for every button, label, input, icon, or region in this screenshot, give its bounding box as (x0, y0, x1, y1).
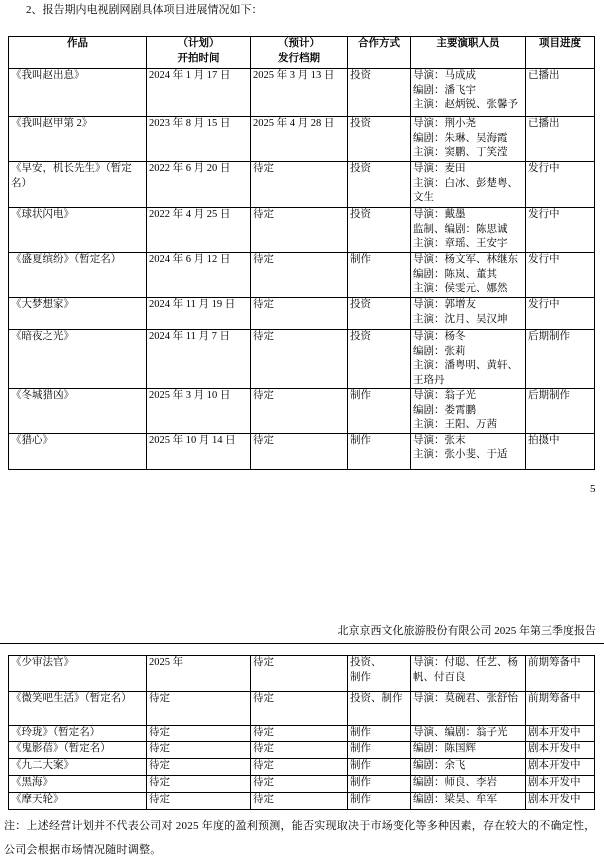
header-crew-line: 主要演职人员 (436, 38, 500, 49)
start-date-cell (147, 162, 251, 208)
project-title-cell (9, 69, 147, 117)
cooperation-mode: 投资 (350, 70, 371, 81)
start-date-cell (147, 298, 251, 330)
start-date-cell (147, 692, 251, 726)
crew-member-line: 导演：翁子光 (413, 390, 476, 401)
header-status-line: 项目进度 (539, 38, 581, 49)
cooperation-mode: 制作 (350, 777, 371, 788)
crew-member-line: 编剧：朱琳、吴海霞 (413, 132, 508, 144)
section-intro: 2、报告期内电视剧网剧具体项目进展情况如下： (26, 4, 263, 16)
start-date-cell (147, 726, 251, 742)
table-row (9, 793, 595, 810)
table-row (9, 433, 595, 469)
project-title: 《球状闪电》 (11, 209, 74, 220)
project-title-cell (9, 726, 147, 742)
release-date: 2025 年 4 月 28 日 (253, 118, 335, 129)
start-date: 2025 年 10 月 14 日 (149, 434, 236, 446)
crew-member-line: 主演：窦鹏、丁笑滢 (413, 147, 508, 158)
table-row (9, 656, 595, 692)
project-title: 《冬城猎凶》 (11, 390, 74, 401)
crew-member-line: 编剧：余飞 (413, 760, 466, 771)
crew-member-line: 导演：戴墨 (413, 209, 466, 220)
crew-member-line: 导演：张末 (413, 434, 466, 446)
crew-member-line: 监制、编剧：陈思诚 (413, 223, 508, 235)
crew-member-line: 主演：侯雯元、娜然 (413, 283, 508, 294)
project-status-cell (526, 656, 595, 692)
crew-member-line: 导演：郭增友 (413, 299, 476, 310)
project-title: 《少审法官》 (11, 657, 74, 668)
start-date-cell (147, 389, 251, 434)
start-date: 待定 (149, 743, 170, 754)
table-row (9, 162, 595, 208)
project-status: 拍摄中 (528, 434, 560, 446)
release-date-cell (251, 389, 348, 434)
header-release-date-line: （预计） (278, 38, 320, 49)
release-date: 待定 (253, 299, 274, 310)
start-date: 2024 年 11 月 19 日 (149, 299, 236, 310)
cooperation-mode-cell (348, 69, 411, 117)
project-status-cell (526, 117, 595, 162)
crew-member-line: 主演：白冰、彭楚粤、文生 (413, 177, 518, 203)
release-date-cell (251, 433, 348, 469)
project-title-cell (9, 793, 147, 810)
table-row (9, 692, 595, 726)
start-date-cell (147, 330, 251, 389)
crew-member-line: 导演：莫碗君、张舒怡 (413, 693, 518, 704)
running-header: 北京京西文化旅游股份有限公司 2025 年第三季度报告 (337, 625, 596, 637)
crew-member-line: 导演：马成成 (413, 70, 476, 81)
crew-member-line: 主演：张小斐、于适 (413, 449, 508, 460)
crew-member-cell (411, 117, 526, 162)
project-status-cell (526, 253, 595, 298)
cooperation-mode-cell (348, 692, 411, 726)
table-row (9, 208, 595, 253)
table-row (9, 726, 595, 742)
release-date-cell (251, 298, 348, 330)
start-date: 2022 年 4 月 25 日 (149, 209, 231, 220)
project-status-cell (526, 793, 595, 810)
start-date: 待定 (149, 727, 170, 738)
project-status: 后期制作 (528, 331, 570, 342)
table-row (9, 253, 595, 298)
crew-member-line: 导演、编剧：翁子光 (413, 727, 508, 738)
start-date-cell (147, 776, 251, 793)
release-date-cell (251, 742, 348, 759)
release-date-cell (251, 162, 348, 208)
start-date: 2024 年 11 月 7 日 (149, 331, 230, 342)
project-title-cell (9, 253, 147, 298)
crew-member-cell (411, 433, 526, 469)
start-date-cell (147, 208, 251, 253)
start-date: 待定 (149, 794, 170, 805)
project-title-cell (9, 692, 147, 726)
release-date: 待定 (253, 727, 274, 738)
project-status: 剧本开发中 (528, 777, 581, 788)
release-date-cell (251, 726, 348, 742)
crew-member-line: 编剧：潘飞宇 (413, 84, 476, 96)
project-status: 已播出 (528, 118, 560, 129)
project-status: 前期筹备中 (528, 693, 581, 704)
project-status-cell (526, 69, 595, 117)
crew-member-cell (411, 726, 526, 742)
crew-member-cell (411, 162, 526, 208)
project-title-cell (9, 208, 147, 253)
header-rule (0, 643, 604, 644)
project-status: 已播出 (528, 70, 560, 81)
cooperation-mode: 制作 (350, 390, 371, 401)
project-status-cell (526, 162, 595, 208)
start-date: 待定 (149, 760, 170, 771)
cooperation-mode: 投资 (350, 118, 371, 129)
table-body (9, 69, 595, 470)
project-title: 《玲珑》（暂定名） (11, 727, 101, 738)
cooperation-mode-cell (348, 208, 411, 253)
crew-member-line: 编剧：娄霄鹏 (413, 404, 476, 416)
release-date: 待定 (253, 760, 274, 771)
project-title: 《微笑吧生活》（暂定名） (11, 693, 132, 704)
crew-member-cell (411, 389, 526, 434)
project-title-cell (9, 298, 147, 330)
crew-member-cell (411, 793, 526, 810)
release-date: 待定 (253, 331, 274, 342)
crew-member-cell (411, 692, 526, 726)
project-status-cell (526, 208, 595, 253)
header-start-date-line: 开拍时间 (177, 52, 220, 64)
release-date: 待定 (253, 434, 274, 446)
project-status: 剧本开发中 (528, 760, 581, 771)
start-date-cell (147, 759, 251, 776)
start-date-cell (147, 656, 251, 692)
start-date: 2023 年 8 月 15 日 (149, 118, 231, 129)
crew-member-line: 编剧：师良、李岩 (413, 777, 497, 788)
table-row (9, 69, 595, 117)
crew-member-line: 导演：付聪、任艺、杨帆、付百良 (413, 657, 518, 683)
project-title: 《我叫赵甲第 2》 (11, 118, 93, 129)
cooperation-mode: 投资 (350, 209, 371, 220)
project-status-cell (526, 726, 595, 742)
project-status: 剧本开发中 (528, 794, 581, 805)
release-date: 待定 (253, 254, 274, 265)
crew-member-cell (411, 208, 526, 253)
crew-member-line: 编剧：陈岚、董其 (413, 268, 497, 280)
project-title: 《盛夏缤纷》（暂定名） (11, 254, 122, 265)
cooperation-mode-cell (348, 253, 411, 298)
release-date-cell (251, 656, 348, 692)
project-status-cell (526, 759, 595, 776)
project-title-cell (9, 776, 147, 793)
header-title-line: 作品 (67, 38, 88, 49)
project-title: 《大梦想家》 (11, 299, 74, 310)
project-status-cell (526, 742, 595, 759)
table-row (9, 298, 595, 330)
cooperation-mode: 投资 (350, 331, 371, 342)
release-date-cell (251, 692, 348, 726)
cooperation-mode: 投资 (350, 163, 371, 174)
project-status: 发行中 (528, 163, 560, 174)
release-date-cell (251, 208, 348, 253)
crew-member-line: 编剧：梁昊、牟军 (413, 794, 497, 805)
project-status: 发行中 (528, 254, 560, 265)
project-title: 《摩天轮》 (11, 794, 64, 805)
cooperation-mode-cell (348, 389, 411, 434)
crew-member-line: 主演：章瑶、王安宇 (413, 238, 508, 249)
cooperation-mode: 制作 (350, 794, 371, 805)
header-crew (411, 37, 526, 69)
crew-member-line: 编剧：陈国辉 (413, 743, 476, 754)
start-date-cell (147, 117, 251, 162)
crew-member-cell (411, 253, 526, 298)
project-status: 剧本开发中 (528, 743, 581, 754)
page-number: 5 (590, 483, 596, 495)
cooperation-mode-cell (348, 433, 411, 469)
start-date-cell (147, 253, 251, 298)
cooperation-mode-line: 制作 (350, 671, 371, 683)
release-date-cell (251, 330, 348, 389)
project-status: 发行中 (528, 209, 560, 220)
cooperation-mode-cell (348, 742, 411, 759)
project-title-cell (9, 759, 147, 776)
start-date: 待定 (149, 693, 170, 704)
project-status-cell (526, 776, 595, 793)
release-date-cell (251, 69, 348, 117)
release-date: 待定 (253, 777, 274, 788)
cooperation-mode-cell (348, 726, 411, 742)
cooperation-mode-cell (348, 793, 411, 810)
crew-member-cell (411, 742, 526, 759)
table-row (9, 776, 595, 793)
table-body (9, 656, 595, 810)
project-status-cell (526, 330, 595, 389)
cooperation-mode-line: 投资、 (350, 657, 382, 668)
crew-member-cell (411, 330, 526, 389)
project-status-cell (526, 692, 595, 726)
project-status: 后期制作 (528, 390, 570, 401)
project-title: 《猎心》 (11, 434, 53, 446)
crew-member-line: 编剧：张莉 (413, 345, 466, 357)
project-status: 前期筹备中 (528, 657, 581, 668)
header-title (9, 37, 147, 69)
project-title-cell (9, 330, 147, 389)
release-date-cell (251, 759, 348, 776)
crew-member-line: 导演：荆小尧 (413, 118, 476, 129)
project-progress-table-continued (8, 655, 595, 810)
release-date: 待定 (253, 794, 274, 805)
start-date: 2024 年 6 月 12 日 (149, 254, 231, 265)
release-date: 待定 (253, 390, 274, 401)
header-status (526, 37, 595, 69)
start-date-cell (147, 742, 251, 759)
release-date-cell (251, 117, 348, 162)
crew-member-cell (411, 69, 526, 117)
release-date: 待定 (253, 743, 274, 754)
crew-member-line: 主演：潘粤明、黄轩、王珞丹 (413, 360, 518, 386)
header-cooperation-line: 合作方式 (358, 38, 400, 49)
project-title-cell (9, 389, 147, 434)
footnote-line: 注：上述经营计划并不代表公司对 2025 年度的盈利预测，能否实现取决于市场变化等多种因素，存在较大的不确定性， (4, 820, 596, 832)
project-title: 《黑海》 (11, 777, 53, 788)
header-cooperation (348, 37, 411, 69)
table-row (9, 389, 595, 434)
crew-member-cell (411, 759, 526, 776)
cooperation-mode: 制作 (350, 727, 371, 738)
start-date: 2024 年 1 月 17 日 (149, 70, 231, 81)
project-status: 发行中 (528, 299, 560, 310)
cooperation-mode: 制作 (350, 434, 371, 446)
start-date-cell (147, 69, 251, 117)
cooperation-mode: 投资 (350, 299, 371, 310)
cooperation-mode-cell (348, 776, 411, 793)
project-title-cell (9, 117, 147, 162)
crew-member-line: 主演：王阳、万茜 (413, 419, 497, 430)
footnote-line: 公司会根据市场情况随时调整。 (4, 844, 162, 856)
release-date: 待定 (253, 163, 274, 174)
cooperation-mode: 制作 (350, 743, 371, 754)
start-date: 2022 年 6 月 20 日 (149, 163, 231, 174)
crew-member-cell (411, 656, 526, 692)
cooperation-mode-cell (348, 656, 411, 692)
crew-member-line: 主演：沈月、吴汉坤 (413, 313, 508, 325)
cooperation-mode: 投资、制作 (350, 693, 403, 704)
cooperation-mode: 制作 (350, 760, 371, 771)
cooperation-mode-cell (348, 117, 411, 162)
project-title: 《九二大案》 (11, 760, 74, 771)
project-title-cell (9, 742, 147, 759)
header-start-date (147, 37, 251, 69)
project-title: 《我叫赵出息》 (11, 70, 85, 81)
project-progress-table (8, 36, 595, 470)
project-title: 《暗夜之光》 (11, 331, 74, 342)
project-status-cell (526, 389, 595, 434)
table-header-row (9, 37, 595, 69)
release-date-cell (251, 793, 348, 810)
release-date: 待定 (253, 657, 274, 668)
start-date-cell (147, 433, 251, 469)
table-row (9, 117, 595, 162)
cooperation-mode-cell (348, 162, 411, 208)
crew-member-cell (411, 776, 526, 793)
table-row (9, 330, 595, 389)
release-date: 待定 (253, 209, 274, 220)
crew-member-line: 导演：杨冬 (413, 331, 466, 342)
project-status-cell (526, 298, 595, 330)
crew-member-line: 主演：赵炳锐、张馨予 (413, 99, 518, 110)
project-status: 剧本开发中 (528, 727, 581, 738)
cooperation-mode-cell (348, 330, 411, 389)
project-title: 《鬼影蓓》（暂定名） (11, 743, 111, 754)
project-title-cell (9, 656, 147, 692)
release-date-cell (251, 776, 348, 793)
crew-member-line: 导演：麦田 (413, 163, 466, 174)
crew-member-cell (411, 298, 526, 330)
project-status-cell (526, 433, 595, 469)
header-release-date-line: 发行档期 (278, 52, 320, 64)
start-date: 2025 年 (149, 657, 184, 668)
project-title: 《早安，机长先生》（暂定名） (11, 163, 132, 189)
crew-member-line: 导演：杨文军、林继东 (413, 254, 518, 265)
cooperation-mode-cell (348, 759, 411, 776)
release-date: 2025 年 3 月 13 日 (253, 70, 335, 81)
table-row (9, 759, 595, 776)
start-date-cell (147, 793, 251, 810)
project-title-cell (9, 162, 147, 208)
cooperation-mode-cell (348, 298, 411, 330)
start-date: 待定 (149, 777, 170, 788)
project-title-cell (9, 433, 147, 469)
header-release-date (251, 37, 348, 69)
table-row (9, 742, 595, 759)
release-date: 待定 (253, 693, 274, 704)
table-header (9, 37, 595, 69)
start-date: 2025 年 3 月 10 日 (149, 390, 231, 401)
header-start-date-line: （计划） (177, 38, 220, 49)
release-date-cell (251, 253, 348, 298)
cooperation-mode: 制作 (350, 254, 371, 265)
